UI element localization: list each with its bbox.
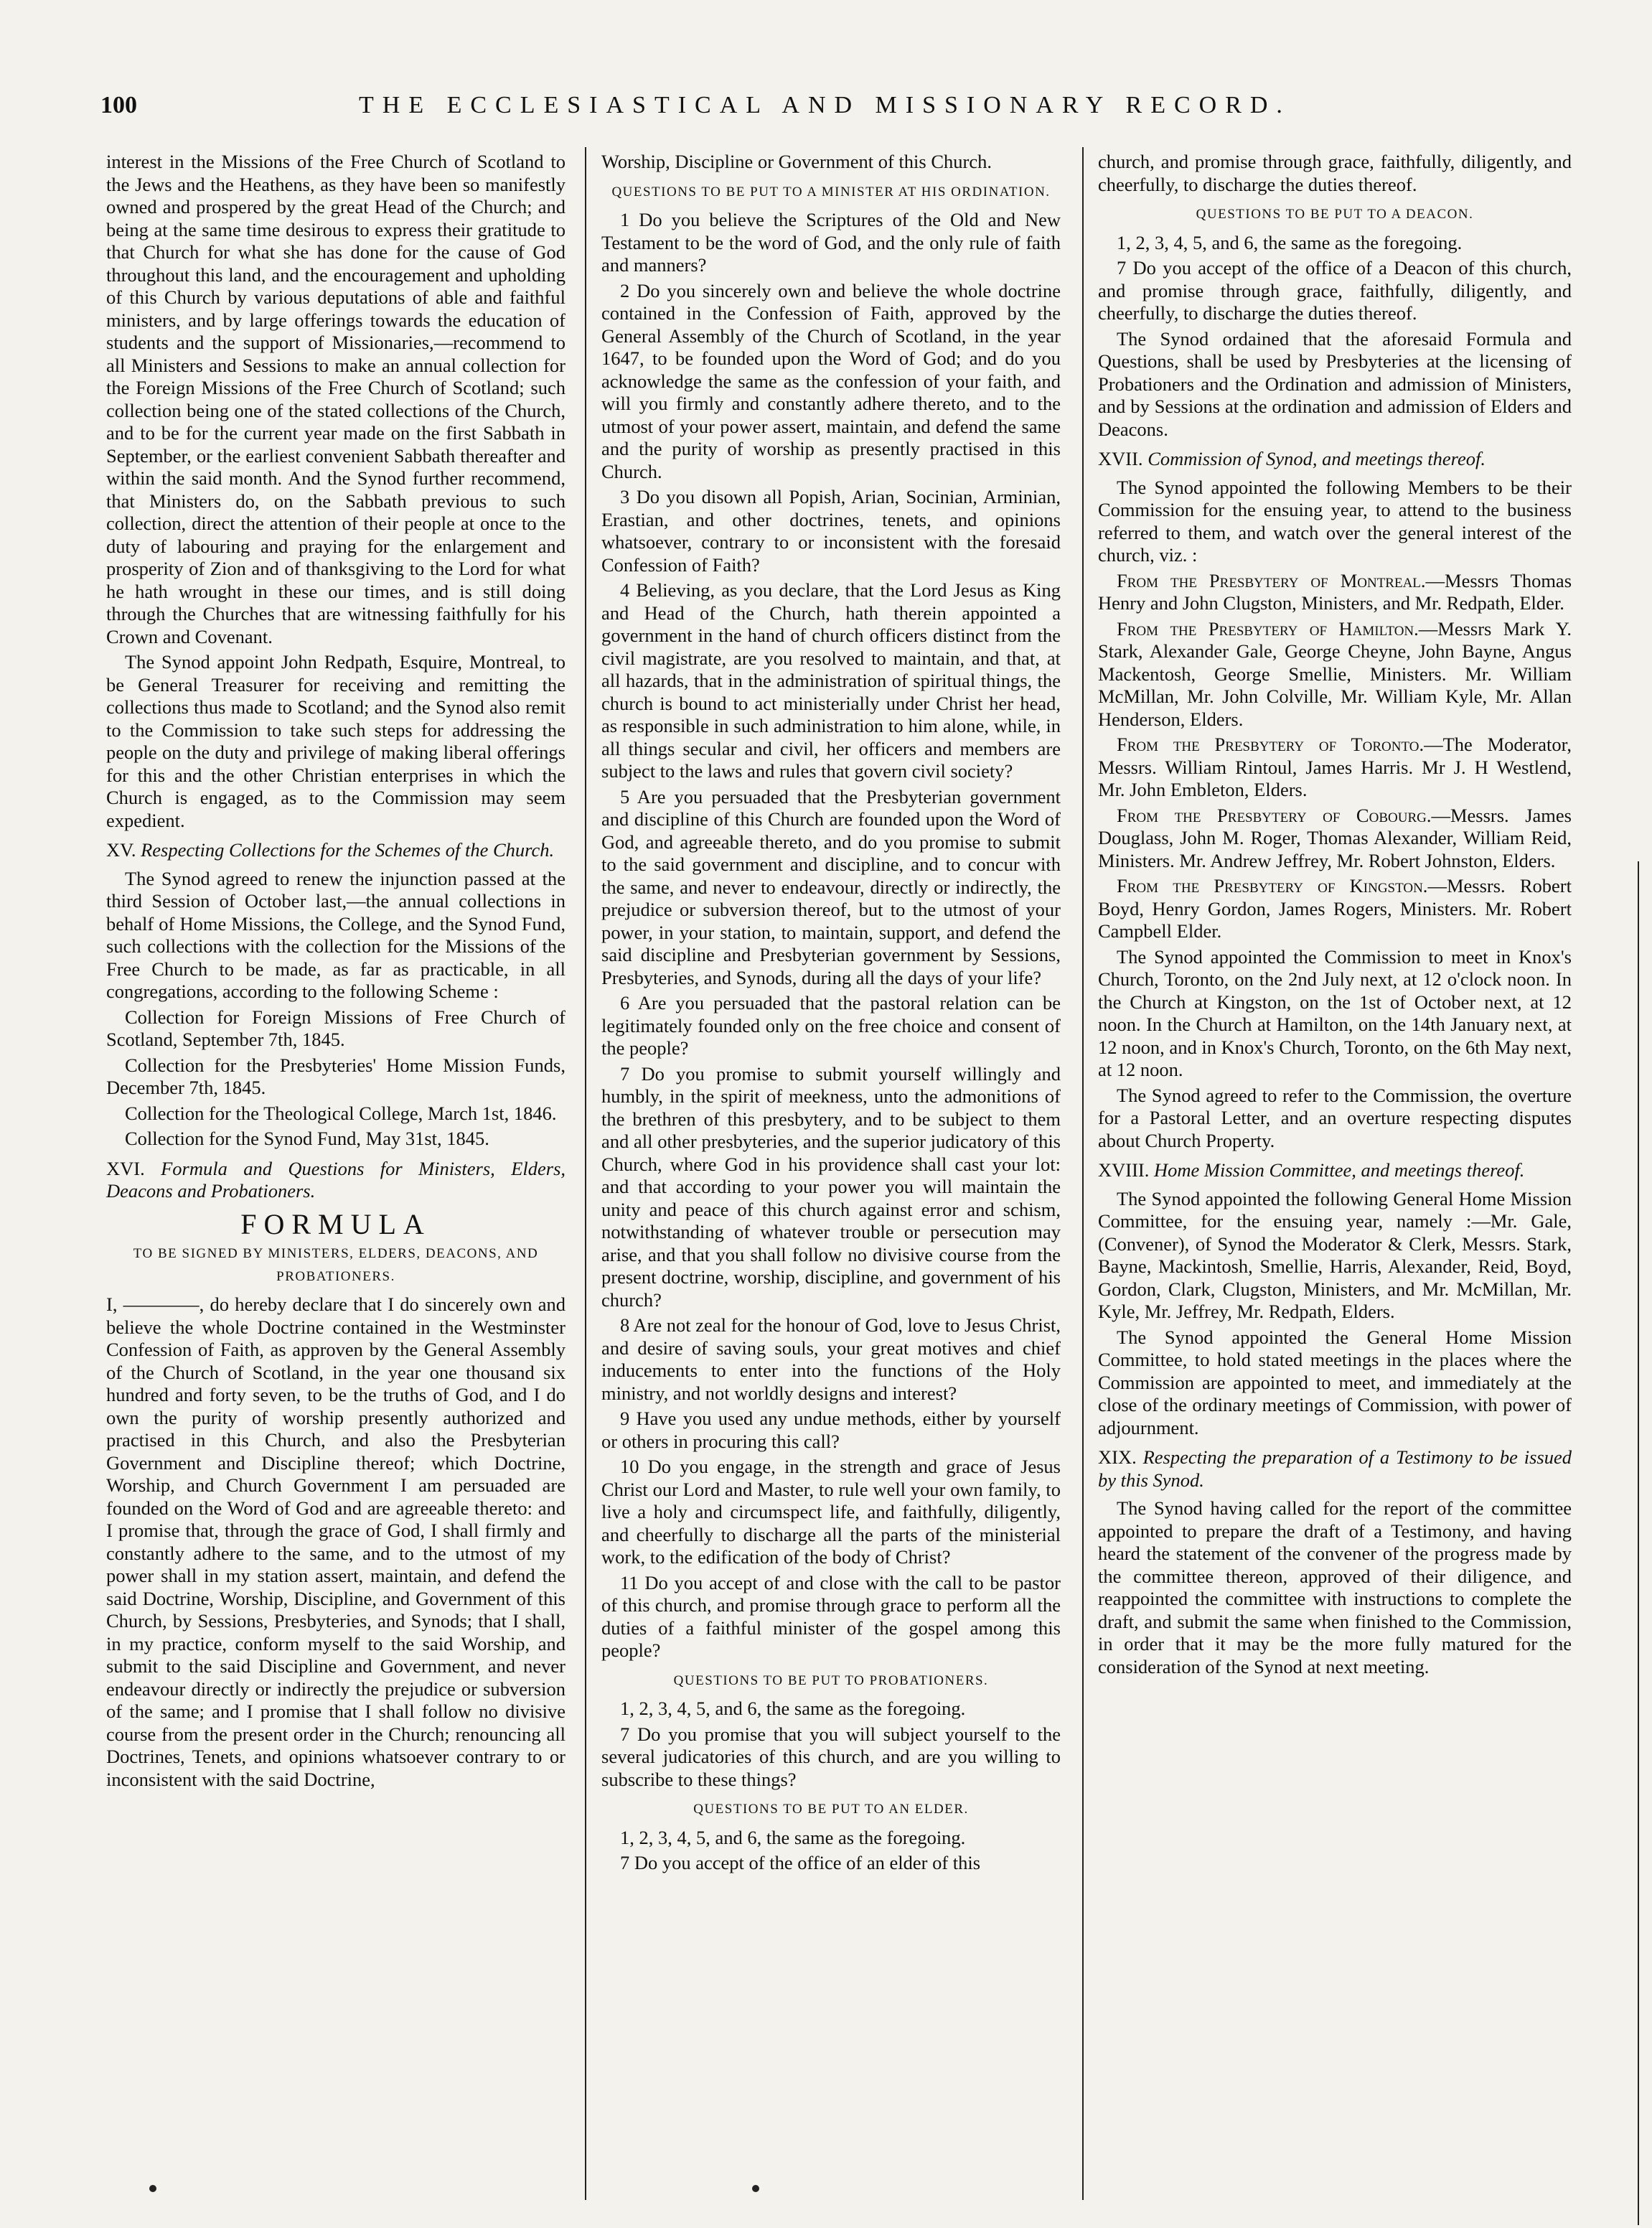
page-header bbox=[100, 92, 1593, 135]
column-right bbox=[1098, 151, 1572, 1681]
presbytery-name: From the Presbytery of Hamilton. bbox=[1117, 617, 1419, 640]
section-title: Respecting the preparation of a Testimony to be issued by this Synod. bbox=[1098, 1446, 1572, 1491]
presbytery-entry bbox=[1098, 875, 1572, 943]
formula-subtitle: TO BE SIGNED BY MINISTERS, ELDERS, DEACONS, AND PROBATIONERS. bbox=[133, 1246, 539, 1284]
presbytery-entry bbox=[1098, 618, 1572, 731]
question: 1, 2, 3, 4, 5, and 6, the same as the foregoing. bbox=[620, 1826, 966, 1848]
presbytery-entry bbox=[1098, 570, 1572, 615]
presbytery-members: —Messrs. Robert Boyd, Henry Gordon, James Rogers, Ministers. Mr. Robert Campbell Elder. bbox=[1098, 875, 1572, 942]
question: 1, 2, 3, 4, 5, and 6, the same as the foregoing. bbox=[1117, 231, 1463, 253]
question: 8 Are not zeal for the honour of God, love to Jesus Christ, and desire of saving souls, your great motives and chief inducements to enter into the functions of the Holy ministry, and not worldly designs and interest? bbox=[601, 1314, 1061, 1404]
question: 7 Do you promise that you will subject yourself to the several judicatories of this church, and are you willing to subscribe to these things? bbox=[601, 1723, 1061, 1790]
presbytery-name: From the Presbytery of Cobourg. bbox=[1117, 804, 1432, 826]
question: 1 Do you believe the Scriptures of the Old and New Testament to be the word of God, and the only rule of faith and manners? bbox=[601, 209, 1061, 276]
column-middle bbox=[601, 151, 1061, 1878]
section-number: XVIII. bbox=[1098, 1159, 1150, 1181]
column-left bbox=[106, 151, 565, 1794]
paragraph: The Synod appointed the following General Home Mission Committee, for the ensuing year, namely :—Mr. Gale, (Convener), of Synod the Moderator & Clerk, Messrs. Stark, Bayne, Mackintosh, Smellie, Harris, Alexander, Reid, Boyd, Gordon, Clark, Clugston, Ministers, and Mr. McMillan, Mr. Kyle, Mr. Jeffrey, Mr. Redpath, Elders. bbox=[1098, 1187, 1572, 1322]
question: 2 Do you sincerely own and believe the whole doctrine contained in the Confession of Faith, approved by the General Assembly of the Church of Scotland, in the year 1647, to be founded upon the Word of God; and do you acknowledge the same as the confession of your faith, and will you firmly and constantly adhere thereto, and to the utmost of your power assert, maintain, and defend the same and the purity of worship as presently practised in this Church. bbox=[601, 279, 1061, 482]
column-rule-2 bbox=[1082, 147, 1084, 2200]
paragraph: The Synod having called for the report of the committee appointed to prepare the draft of a Testimony, and having heard the statement of the convener of the progress made by the committee thereon, approved of their diligence, and reappointed the committee with instructions to complete the draft, and submit the same when finished to the Commission, in order that it may be the more fully matured for the consideration of the Synod at next meeting. bbox=[1098, 1497, 1572, 1677]
presbytery-members: —Messrs Thomas Henry and John Clugston, Ministers, and Mr. Redpath, Elder. bbox=[1098, 569, 1572, 614]
collection-item: Collection for the Theological College, March 1st, 1846. bbox=[125, 1102, 557, 1124]
question: 9 Have you used any undue methods, either by yourself or others in procuring this call? bbox=[601, 1408, 1061, 1452]
section-title: Respecting Collections for the Schemes of the Church. bbox=[141, 839, 555, 861]
question: 11 Do you accept of and close with the call to be pastor of this church, and promise through grace to perform all the duties of a faithful minister of the gospel among this people? bbox=[601, 1571, 1061, 1661]
page-number: 100 bbox=[100, 92, 137, 118]
ink-mark bbox=[752, 2185, 759, 2192]
paragraph: Worship, Discipline or Government of this Church. bbox=[601, 151, 992, 172]
subheading: QUESTIONS TO BE PUT TO AN ELDER. bbox=[693, 1802, 969, 1817]
paragraph: The Synod appointed the General Home Mission Committee, to hold stated meetings in the places where the Commission are appointed to meet, and immediately at the close of the ordinary meetings of Commission, with power of adjournment. bbox=[1098, 1326, 1572, 1438]
section-heading bbox=[106, 839, 565, 862]
subheading: QUESTIONS TO BE PUT TO A DEACON. bbox=[1196, 207, 1474, 222]
question: 7 Do you accept of the office of an elder of this bbox=[620, 1852, 981, 1873]
presbytery-name: From the Presbytery of Kingston. bbox=[1117, 875, 1428, 897]
question: 5 Are you persuaded that the Presbyterian government and discipline of this Church are founded upon the Word of God, and agreeable thereto, and do you promise to submit to the said government and discipline, and to concur with the same, and never to endeavour, directly or indirectly, the prejudice or subversion thereof, but to the utmost of your power, in your station, to maintain, support, and defend the said discipline and Presbyterian government by Sessions, Presbyteries, and Synods, during all the days of your life? bbox=[601, 785, 1061, 988]
section-number: XVI. bbox=[106, 1157, 145, 1179]
collection-item: Collection for the Presbyteries' Home Mission Funds, December 7th, 1845. bbox=[106, 1054, 565, 1098]
paragraph: The Synod appointed the Commission to meet in Knox's Church, Toronto, on the 2nd July next, at 12 o'clock noon. In the Church at Kingston, on the 1st of October next, at 12 noon. In the Church at Hamilton, on the 14th January next, at 12 noon, and in Knox's Church, Toronto, on the 6th May next, at 12 noon. bbox=[1098, 945, 1572, 1080]
collection-item: Collection for Foreign Missions of Free Church of Scotland, September 7th, 1845. bbox=[106, 1006, 565, 1050]
presbytery-members: —Messrs. James Douglass, John M. Roger, Thomas Alexander, William Reid, Ministers. Mr. Andrew Jeffrey, Mr. Robert Johnston, Elders. bbox=[1098, 804, 1572, 871]
section-heading bbox=[1098, 448, 1572, 471]
section-number: XVII. bbox=[1098, 448, 1143, 469]
question: 7 Do you accept of the office of a Deacon of this church, and promise through grace, faithfully, diligently, and cheerfully, to discharge the duties thereof. bbox=[1098, 257, 1572, 324]
question: 1, 2, 3, 4, 5, and 6, the same as the foregoing. bbox=[620, 1698, 966, 1719]
section-title: Formula and Questions for Ministers, Elders, Deacons and Probationers. bbox=[106, 1157, 566, 1202]
question: 10 Do you engage, in the strength and grace of Jesus Christ our Lord and Master, to rule well your own family, to live a holy and circumspect life, and faithfully, diligently, and cheerfully to discharge all the parts of the ministerial work, to the edification of the body of Christ? bbox=[601, 1456, 1061, 1568]
column-rule-1 bbox=[585, 147, 586, 2200]
presbytery-name: From the Presbytery of Toronto. bbox=[1117, 734, 1425, 755]
question: 3 Do you disown all Popish, Arian, Socinian, Arminian, Erastian, and other doctrines, tenets, and opinions whatsoever, contrary to or inconsistent with the foresaid Confession of Faith? bbox=[601, 486, 1061, 576]
section-heading bbox=[1098, 1159, 1572, 1182]
presbytery-members: —The Moderator, Messrs. William Rintoul, James Harris. Mr J. H Westlend, Mr. John Embleton, Elders. bbox=[1098, 734, 1572, 800]
paragraph: The Synod agreed to refer to the Commission, the overture for a Pastoral Letter, and an overture respecting disputes about Church Property. bbox=[1098, 1084, 1572, 1151]
question: 7 Do you promise to submit yourself willingly and humbly, in the spirit of meekness, unto the admonitions of the brethren of this presbytery, and to be subject to them and all other presbyteries, and the superior judicatory of this Church, where God in his providence shall cast your lot: and that according to your power you will maintain the unity and peace of this church against error and schism, notwithstanding of whatever trouble or persecution may arise, and that you shall follow no divisive course from the present doctrine, worship, discipline, and government of his church? bbox=[601, 1062, 1061, 1311]
subheading: QUESTIONS TO BE PUT TO A MINISTER AT HIS ORDINATION. bbox=[611, 184, 1051, 200]
presbytery-members: —Messrs Mark Y. Stark, Alexander Gale, George Cheyne, John Bayne, Angus Mackentosh, George Smellie, Ministers. Mr. William McMillan, Mr. John Colville, Mr. William Kyle, Mr. Allan Henderson, Elders. bbox=[1098, 617, 1572, 730]
section-number: XV. bbox=[106, 839, 136, 861]
running-title: THE ECCLESIASTICAL AND MISSIONARY RECORD. bbox=[359, 92, 1291, 118]
paragraph: The Synod appointed the following Members to be their Commission for the ensuing year, to attend to the business referred to them, and watch over the general interest of the church, viz. : bbox=[1098, 476, 1572, 566]
paragraph: I, ————, do hereby declare that I do sincerely own and believe the whole Doctrine contained in the Westminster Confession of Faith, as approven by the General Assembly of the Church of Scotland, in the year one thousand six hundred and forty seven, to be the truths of God, and I do own the purity of worship presently authorized and practised in this Church, and also the Presbyterian Government and Discipline thereof; which Doctrine, Worship, and Church Government I am persuaded are founded on the Word of God and are agreeable thereto: and I promise that, through the grace of God, I shall firmly and constantly adhere to the same, and to the utmost of my power shall in my station assert, maintain, and defend the said Doctrine, Worship, Discipline, and Government of this Church, by Sessions, Presbyteries, and Synods; that I shall, in my practice, conform myself to the said Worship, and submit to the said Discipline and Government, and never endeavour directly or indirectly the prejudice or subversion of the same; and I promise that I shall follow no divisive course from the present order in the Church; renouncing all Doctrines, Tenets, and opinions whatsoever contrary to or inconsistent with the said Doctrine, bbox=[106, 1293, 565, 1790]
section-number: XIX. bbox=[1098, 1446, 1137, 1468]
paragraph: The Synod appoint John Redpath, Esquire, Montreal, to be General Treasurer for receiving and remitting the collections thus made to Scotland; and the Synod also remit to the Commission to take such steps for addressing the people on the duty and privilege of making liberal offerings for this and the other Christian enterprises in which the Church is engaged, as to the Commission may seem expedient. bbox=[106, 651, 565, 831]
subheading: QUESTIONS TO BE PUT TO PROBATIONERS. bbox=[673, 1672, 989, 1688]
formula-title: FORMULA bbox=[240, 1207, 431, 1240]
paragraph: interest in the Missions of the Free Church of Scotland to the Jews and the Heathens, as they have been so manifestly owned and prospered by the great Head of the Church; and being at the same time desirous to express their gratitude to that Church for what she has done for the cause of God throughout this land, and the encouragement and upholding of this Church by various deputations of able and faithful ministers, and by large offerings towards the education of students and the support of Missionaries,—recommend to all Ministers and Sessions to make an annual collection for the Foreign Missions of the Free Church of Scotland; such collection being one of the stated collections of the Church, and to be for the current year made on the first Sabbath in September, or the earliest convenient Sabbath thereafter and within the said month. And the Synod further recommend, that Ministers do, on the Sabbath previous to such collection, direct the attention of their people at once to the duty of labouring and praying for the enlargement and prosperity of Zion and of thanksgiving to the Lord for what he hath wrought in these our times, and is still doing through the Churches that are witnessing faithfully for his Crown and Covenant. bbox=[106, 151, 565, 647]
ink-mark bbox=[149, 2185, 156, 2192]
section-title: Home Mission Committee, and meetings thereof. bbox=[1154, 1159, 1525, 1181]
presbytery-entry bbox=[1098, 734, 1572, 802]
page-edge-rule bbox=[1638, 861, 1639, 2225]
collection-item: Collection for the Synod Fund, May 31st, 1845. bbox=[125, 1128, 489, 1149]
paragraph: The Synod ordained that the aforesaid Formula and Questions, shall be used by Presbyteries at the licensing of Probationers and the Ordination and admission of Ministers, and by Sessions at the ordination and admission of Elders and Deacons. bbox=[1098, 327, 1572, 440]
question: 6 Are you persuaded that the pastoral relation can be legitimately founded only on the free choice and consent of the people? bbox=[601, 992, 1061, 1059]
section-title: Commission of Synod, and meetings thereof. bbox=[1148, 448, 1486, 469]
presbytery-entry bbox=[1098, 805, 1572, 873]
question: 4 Believing, as you declare, that the Lord Jesus as King and Head of the Church, hath therein appointed a government in the hand of church officers distinct from the civil magistrate, are you resolved to maintain, and that, at all hazards, that in the administration of spiritual things, the church is bound to act ministerially under Christ her head, as responsible in such administration to him alone, while, in all things secular and civil, her officers and members are subject to the laws and rules that govern civil society? bbox=[601, 579, 1061, 782]
section-heading bbox=[1098, 1446, 1572, 1492]
paragraph: The Synod agreed to renew the injunction passed at the third Session of October last,—the annual collections in behalf of Home Missions, the College, and the Synod Fund, such collections with the collection for the Missions of the Free Church to be made, as far as practicable, in all congregations, according to the following Scheme : bbox=[106, 867, 565, 1002]
presbytery-name: From the Presbytery of Montreal. bbox=[1117, 569, 1426, 591]
paragraph: church, and promise through grace, faithfully, diligently, and cheerfully, to discharge the duties thereof. bbox=[1098, 151, 1572, 195]
section-heading bbox=[106, 1158, 565, 1203]
